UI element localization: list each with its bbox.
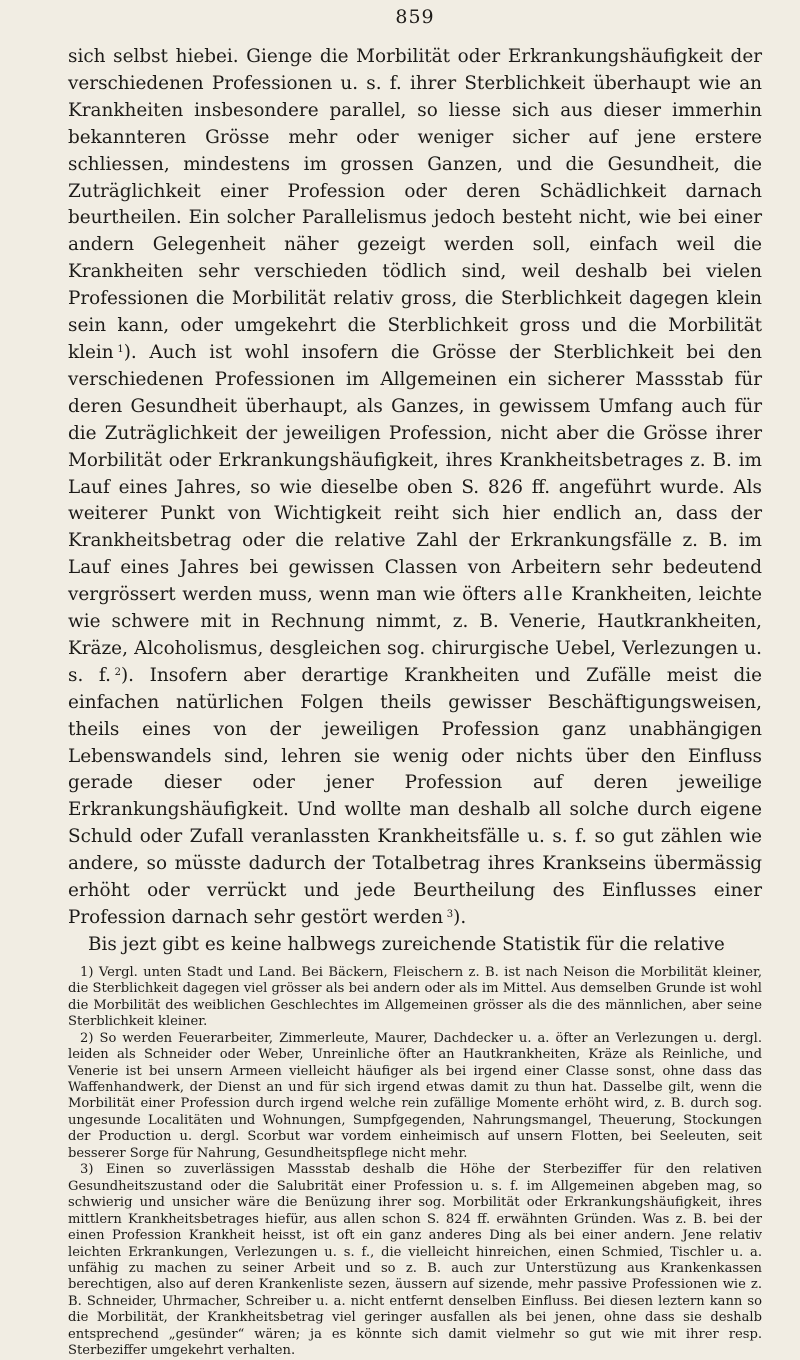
footnote-3 bbox=[68, 1162, 762, 1359]
paragraph-1-part-b: ). Auch ist wohl insofern die Grösse der Sterblichkeit bei den verschiedenen Professionen im Allgemeinen ein sicherer Massstab für deren Gesundheit überhaupt, als Ganzes, in gewissem Umfang auch für die Zuträglichkeit der jeweiligen Profession, nicht aber die Grösse ihrer Morbilität oder Erkrankungshäufigkeit, ihres Krankheitsbetrages z. B. im Lauf eines Jahres, so wie dieselbe oben S. 826 ff. angeführt wurde. Als weiterer Punkt von Wichtigkeit reiht sich hier endlich an, dass der Krankheitsbetrag oder die relative Zahl der Erkrankungsfälle z. B. im Lauf eines Jahres bei gewissen Classen von Arbeitern sehr bedeutend vergrössert werden muss, wenn man wie öfters bbox=[68, 341, 762, 606]
paragraph-1-part-d: ). Insofern aber derartige Krankheiten und Zufälle meist die einfachen natürlichen Folgen theils gewisser Beschäftigungsweisen, theils eines von der jeweiligen Profession ganz unabhängigen Lebenswandels sind, lehren sie wenig oder nichts über den Einfluss gerade dieser oder jener Profession auf deren jeweilige Erkrankungshäufigkeit. Und wollte man deshalb all solche durch eigene Schuld oder Zufall veranlassten Krankheitsfälle u. s. f. so gut zählen wie andere, so müsste dadurch der Totalbetrag ihres Krankseins übermässig erhöht oder verrückt und jede Beurtheilung des Einflusses einer Profession darnach sehr gestört werden bbox=[68, 664, 762, 928]
paragraph-1-part-c: Krankheiten, leichte wie schwere mit in Rechnung nimmt, z. B. Venerie, Hautkrankheiten, Kräze, Alcoholismus, desgleichen sog. chirurgische Uebel, Verlezungen u. s. f. bbox=[68, 584, 762, 686]
footnote-3-text: Einen so zuverlässigen Massstab deshalb die Höhe der Sterbeziffer für den relativen Gesundheitszustand oder die Salubrität einer Profession u. s. f. im Allgemeinen abgeben mag, so schwierig und unsicher wäre die Benüzung ihrer sog. Morbilität oder Erkrankungshäufigkeit, ihres mittlern Krankheitsbetrages hiefür, aus allen schon S. 824 ff. erwähnten Gründen. Was z. B. bei der einen Profession Krankheit heisst, ist oft ein ganz anderes Ding als bei einer andern. Jene relativ leichten Erkrankungen, Verlezungen u. s. f., die vielleicht hinreichen, einen Schmied, Tischler u. a. unfähig zu machen zu seiner Arbeit und so z. B. auch zur Unterstüzung aus Krankenkassen berechtigen, also auf deren Krankenliste sezen, äussern auf sizende, mehr passive Professionen wie z. B. Schneider, Uhrmacher, Schreiber u. a. nicht entfernt denselben Einfluss. Bei diesen leztern kann so die Morbilität, der Krankheitsbetrag viel geringer ausfallen als bei jenen, ohne dass sie deshalb entsprechend „gesünder“ wären; ja es könnte sich damit vielmehr so gut wie mit ihrer resp. Sterbeziffer umgekehrt verhalten. bbox=[68, 1162, 762, 1359]
footnote-1-text: Vergl. unten Stadt und Land. Bei Bäckern, Fleischern z. B. ist nach Neison die Morbilität kleiner, die Sterblichkeit dagegen viel grösser als bei andern oder als im Mittel. Aus demselben Grunde ist wohl die Morbilität des weiblichen Geschlechtes im Allgemeinen grösser als die des männlichen, aber seine Sterblichkeit kleiner. bbox=[68, 964, 763, 1030]
footnote-2-mark: 2) bbox=[80, 1030, 94, 1046]
footnote-ref-3[interactable]: 3 bbox=[446, 909, 454, 920]
main-text bbox=[68, 44, 762, 959]
paragraph-2: Bis jezt gibt es keine halbwegs zureichende Statistik für die relative bbox=[88, 933, 725, 955]
paragraph-1 bbox=[68, 44, 762, 932]
page-number: 859 bbox=[395, 6, 435, 28]
footnote-1 bbox=[68, 965, 762, 1031]
footnote-2-text: So werden Feuerarbeiter, Zimmerleute, Maurer, Dachdecker u. a. öfter an Verlezungen u. dergl. leiden als Schneider oder Weber, Unreinliche öfter an Hautkrankheiten, Kräze als Reinliche, und Venerie ist bei unsern Armeen vielleicht häufiger als bei irgend einer Classe sonst, ohne dass das Waffenhandwerk, der Dienst an und für sich irgend etwas damit zu thun hat. Dasselbe gilt, wenn die Morbilität einer Profession durch irgend welche rein zufällige Momente erhöht wird, z. B. durch sog. ungesunde Localitäten und Wohnungen, Sumpfgegenden, Nahrungsmangel, Theuerung, Stockungen der Production u. dergl. Scorbut war vordem einheimisch auf unsern Flotten, bei Seeleuten, seit besserer Sorge für Nahrung, Gesundheitspflege nicht mehr. bbox=[68, 1030, 762, 1161]
footnotes bbox=[68, 965, 762, 1360]
footnote-1-mark: 1) bbox=[80, 964, 94, 980]
footnote-3-mark: 3) bbox=[80, 1162, 94, 1178]
footnote-ref-2[interactable]: 2 bbox=[114, 666, 121, 678]
paragraph-1-part-e: ). bbox=[453, 907, 467, 928]
emphasized-word: alle bbox=[523, 584, 565, 606]
paragraph-1-part-a: sich selbst hiebei. Gienge die Morbilität oder Erkrankungshäufigkeit der verschiedenen Professionen u. s. f. ihrer Sterblichkeit überhaupt wie an Krankheiten insbesondere parallel, so liesse sich aus dieser immerhin bekannteren Grösse mehr oder weniger sicher auf jene erstere schliessen, mindestens im grossen Ganzen, und die Gesundheit, die Zuträglichkeit einer Profession oder deren Schädlichkeit darnach beurtheilen. Ein solcher Parallelismus jedoch besteht nicht, wie bei einer andern Gelegenheit näher gezeigt werden soll, einfach weil die Krankheiten sehr verschieden tödlich sind, weil deshalb bei vielen Professionen die Morbilität relativ gross, die Sterblichkeit dagegen klein sein kann, oder umgekehrt die Sterblichkeit gross und die Morbilität klein bbox=[68, 46, 762, 363]
footnote-ref-1[interactable]: 1 bbox=[117, 343, 124, 355]
footnote-2 bbox=[68, 1031, 762, 1163]
